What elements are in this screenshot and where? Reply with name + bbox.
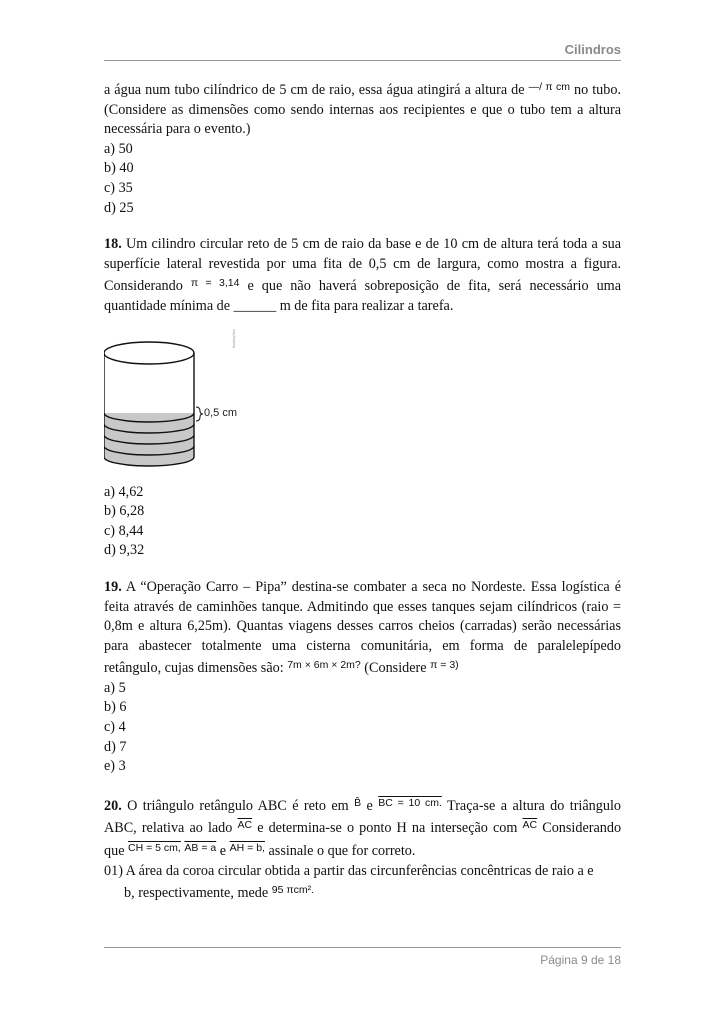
page-number: Página 9 de 18 — [540, 953, 621, 967]
option-d: d) 9,32 — [104, 542, 145, 559]
pi-formula: π = 3,14 — [190, 277, 240, 290]
question-text: A “Operação Carro – Pipa” destina-se combater a seca no Nordeste. Essa logística é feita através de caminhões tanque. Admitindo que esses tanques sejam cilíndricos (raio = 0,8m e altura 6,25m). Quantas viagens desses carros cheios (carradas) serão necessárias para abastecer totalmente uma cisterna comunitária, em forma de paralelepípedo retângulo, cujas dimensões são: — [104, 578, 621, 677]
question-19-options — [104, 679, 621, 777]
pi-formula: π = 3) — [430, 659, 459, 672]
bc-formula: BC = 10 cm. — [378, 796, 442, 809]
page-content — [104, 78, 621, 904]
ac-segment: AC — [237, 819, 253, 832]
area-formula: 95 πcm². — [271, 884, 314, 897]
option-a: a) 5 — [104, 679, 126, 696]
item-01-continuation — [104, 881, 621, 904]
option-b: b) 40 — [104, 160, 134, 177]
option-b: b) 6 — [104, 699, 127, 716]
question-text: Considerando que — [104, 820, 622, 860]
item-text: b, respectivamente, mede — [124, 885, 269, 902]
question-19 — [104, 578, 621, 679]
option-b: b) 6,28 — [104, 503, 145, 520]
ac-segment: AC — [522, 819, 538, 832]
option-a: a) 50 — [104, 140, 133, 157]
question-text: e — [219, 843, 227, 860]
question-text-b: (Considere — [364, 660, 427, 677]
question-number: 18. — [104, 236, 122, 253]
question-text: assinale o que for correto. — [268, 843, 416, 860]
ah-formula: AH = b, — [229, 842, 265, 855]
continuation-options — [104, 140, 621, 218]
continuation-paragraph — [104, 78, 621, 140]
header-title: Cilindros — [564, 42, 621, 57]
item-text: 01) A área da coroa circular obtida a partir das circunferências concêntricas de raio a e — [104, 862, 594, 879]
question-text: Um cilindro circular reto de 5 cm de raio da base e de 10 cm de altura terá toda a sua superfície lateral revestida por uma fita de 0,5 cm de largura, como mostra a figura. Considerando — [104, 236, 621, 295]
option-d: d) 25 — [104, 199, 134, 216]
question-text: e determina-se o ponto H na interseção com — [257, 820, 518, 837]
angle-b: B̂ — [354, 796, 362, 809]
footer-rule — [104, 947, 621, 948]
continuation-text-b: no tubo. (Considere as dimensões como sendo internas aos recipientes e que o tubo tem a altura necessária para o evento.) — [104, 82, 621, 138]
option-e: e) 3 — [104, 758, 126, 775]
question-text: O triângulo retângulo ABC é reto em — [127, 797, 349, 814]
option-c: c) 8,44 — [104, 522, 144, 539]
question-18 — [104, 235, 621, 316]
ch-formula: CH = 5 cm, — [128, 842, 181, 855]
option-a: a) 4,62 — [104, 483, 144, 500]
question-20 — [104, 794, 621, 862]
question-number: 20. — [104, 797, 122, 814]
option-d: d) 7 — [104, 738, 127, 755]
ab-formula: AB = a — [184, 842, 217, 855]
tape-width-label: 0,5 cm — [204, 406, 238, 419]
question-18-options — [104, 483, 621, 561]
question-text-b: e que não haverá sobreposição de fita, será necessário uma quantidade mínima de ______ m de fita para realizar a tarefa. — [104, 278, 622, 314]
question-text: Traça-se a altura do triângulo ABC, relativa ao lado — [104, 797, 621, 837]
question-text: e — [366, 797, 373, 814]
option-c: c) 35 — [104, 179, 133, 196]
dimensions-formula: 7m × 6m × 2m? — [287, 659, 361, 672]
continuation-text: a água num tubo cilíndrico de 5 cm de raio, essa água atingirá a altura de — [104, 82, 525, 98]
option-c: c) 4 — [104, 719, 126, 736]
cylinder-figure — [104, 325, 621, 483]
height-formula: —/ π cm — [528, 81, 571, 93]
image-credit: Ilustrações — [231, 328, 236, 348]
item-01 — [104, 862, 621, 882]
question-number: 19. — [104, 578, 122, 595]
header-rule — [104, 60, 621, 61]
